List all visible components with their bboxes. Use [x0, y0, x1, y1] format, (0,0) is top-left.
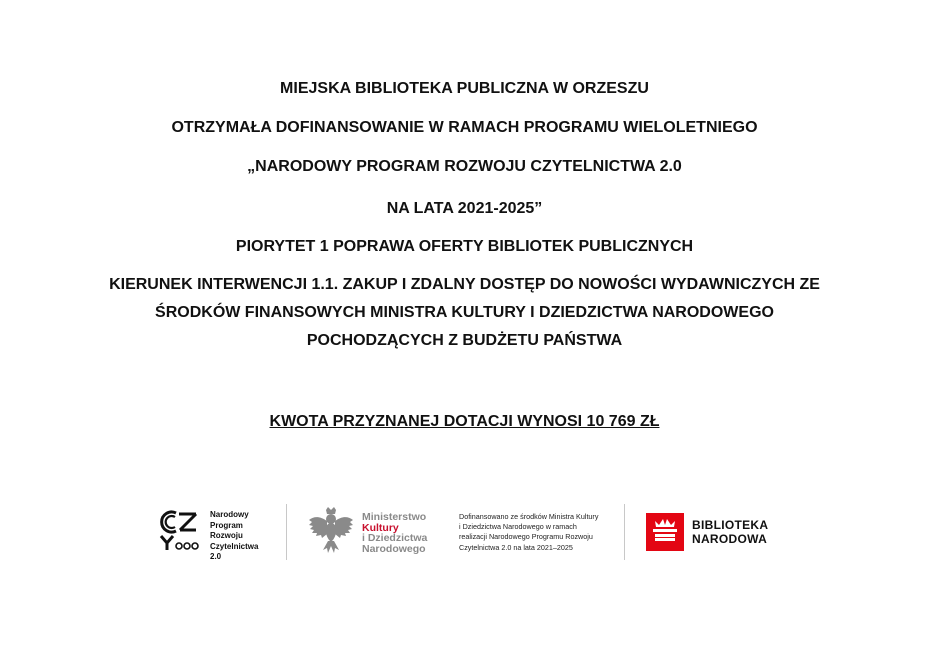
heading-line-3: „NARODOWY PROGRAM ROZWOJU CZYTELNICTWA 2.0 — [247, 158, 682, 175]
nprc-text-line: Czytelnictwa — [210, 541, 259, 551]
ministry-text-line: Narodowego — [362, 542, 426, 555]
grant-amount-text: KWOTA PRZYZNANEJ DOTACJI WYNOSI 10 769 ZŁ — [269, 413, 660, 430]
nprc-text-line: 2.0 — [210, 552, 222, 561]
ministry-text-line: i Dziedzictwa — [362, 532, 428, 544]
heading-line-4: NA LATA 2021-2025” — [386, 200, 543, 217]
biblioteka-narodowa-logo-icon — [646, 513, 684, 551]
nprc-logo-icon — [158, 510, 202, 554]
heading-line-7: ŚRODKÓW FINANSOWYCH MINISTRA KULTURY I DZIEDZICTWA NARODOWEGO — [155, 304, 774, 321]
heading-line-8: POCHODZĄCYCH Z BUDŻETU PAŃSTWA — [306, 332, 623, 349]
funding-note-line: realizacji Narodowego Programu Rozwoju — [459, 532, 593, 542]
ministry-logo-text — [362, 512, 427, 554]
funding-note-line: i Dziedzictwa Narodowego w ramach — [459, 522, 577, 532]
heading-line-5: PIORYTET 1 POPRAWA OFERTY BIBLIOTEK PUBLICZNYCH — [235, 238, 694, 255]
nprc-text-line: Rozwoju — [210, 531, 243, 540]
nprc-logo-text — [210, 510, 258, 563]
bn-text-line: BIBLIOTEKA — [692, 518, 769, 532]
eagle-emblem-icon — [306, 506, 356, 556]
funding-note — [459, 512, 598, 553]
ministry-text-line: Ministerstwo — [362, 511, 427, 523]
heading-line-1: MIEJSKA BIBLIOTEKA PUBLICZNA W ORZESZU — [280, 80, 649, 97]
heading-line-2: OTRZYMAŁA DOFINANSOWANIE W RAMACH PROGRAMU WIELOLETNIEGO — [171, 119, 758, 136]
logo-bar — [0, 500, 929, 570]
biblioteka-narodowa-text — [692, 518, 768, 546]
heading-line-6: KIERUNEK INTERWENCJI 1.1. ZAKUP I ZDALNY DOSTĘP DO NOWOŚCI WYDAWNICZYCH ZE — [109, 276, 820, 293]
bn-text-line: NARODOWA — [692, 532, 768, 546]
grant-amount — [0, 412, 929, 432]
nprc-text-line: Program — [210, 520, 243, 530]
funding-note-line: Dofinansowano ze środków Ministra Kultury — [459, 512, 599, 521]
logo-divider — [286, 504, 287, 560]
logo-divider — [624, 504, 625, 560]
funding-note-line: Czytelnictwa 2.0 na lata 2021–2025 — [459, 542, 573, 552]
ministry-text-line: Kultury — [362, 521, 399, 534]
nprc-text-line: Narodowy — [210, 510, 249, 519]
